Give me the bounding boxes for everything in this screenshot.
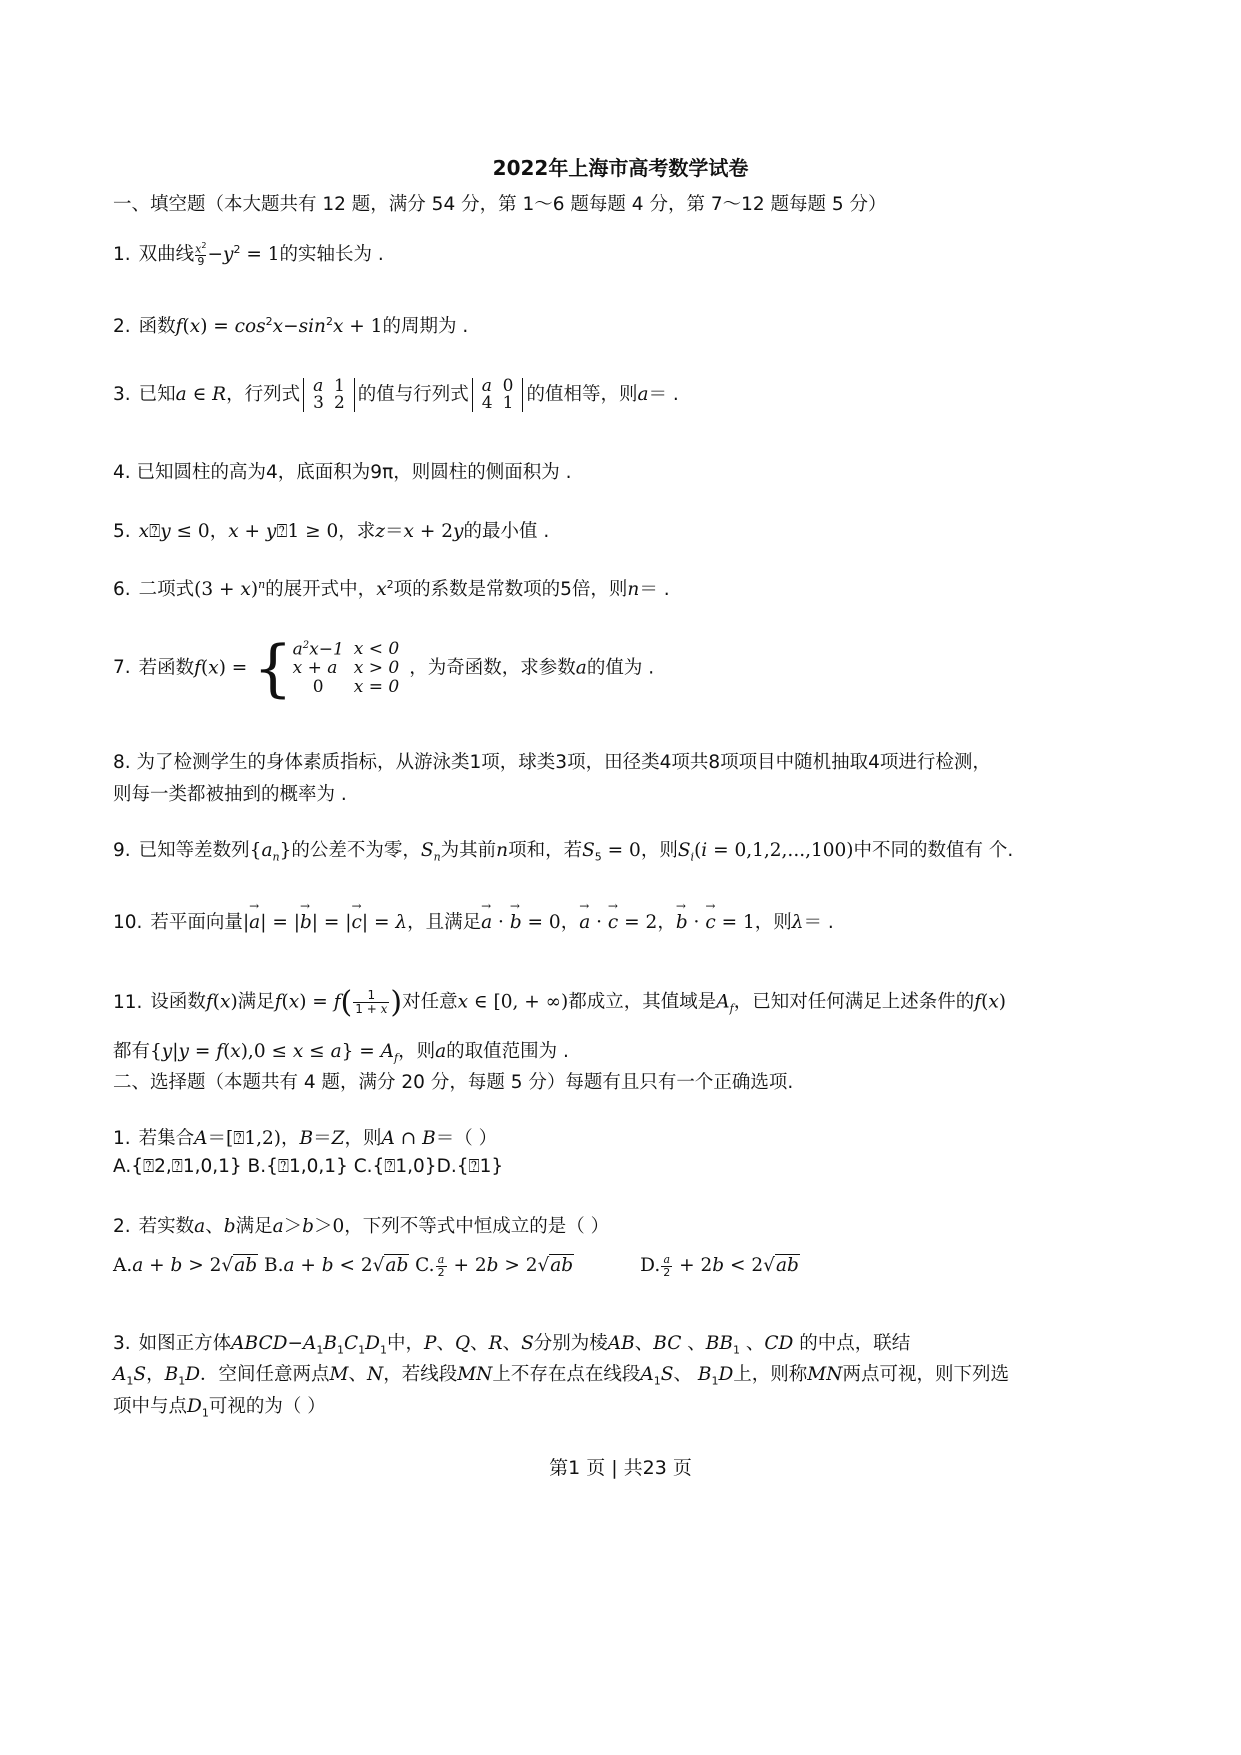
- fill-question-10: 10. 若平面向量|→ a| = |→ b| = |→ c| = λ，且满足→ a · → b = 0，→ a · → c = 2，→ b · → c = 1，则λ＝ .: [113, 908, 834, 934]
- fill-question-3: 3. 已知a ∈ R，行列式 a 1 3 2 的值与行列式 a 0 4 1 的值相等，则a＝ .: [113, 376, 679, 413]
- choice-question-3: 3. 如图正方体$ABCD-A_1B_1C_1D_1$中，P、Q、R、S分别为棱AB、BC 、$BB_1$ 、CD 的中点，联结: [113, 1333, 911, 1357]
- fill-question-7: 7. 若函数f(x) = { $a^2x-1$ x < 0 x + a x > 0 0 x = 0，为奇函数，求参数a的值为 .: [113, 631, 655, 705]
- fill-question-4: 4. 已知圆柱的高为4，底面积为9π，则圆柱的侧面积为 .: [113, 462, 572, 483]
- fill-question-9: 9. 已知等差数列$\{a_n\}$的公差不为零，$S_n$为其前n项和，若$S_5 = 0$，则$S_i(i = 0,1,2,...,100)$中不同的数值有 个.: [113, 840, 1014, 864]
- page-title: 2022年上海市高考数学试卷: [492, 156, 749, 180]
- fill-question-11: 11. 设函数f(x)满足f(x) = f( $\frac{1}{1 + x}$ )对任意x ∈ [0, + ∞)都成立，其值域是$A_f$，已知对任何满足上述条件的f(x): [113, 985, 1006, 1020]
- section-fill-heading: 一、填空题（本大题共有 12 题，满分 54 分，第 1～6 题每题 4 分，第 7～12 题每题 5 分）: [113, 194, 887, 215]
- fill-question-8-line-1: 8. 为了检测学生的身体素质指标，从游泳类1项，球类3项，田径类4项共8项项目中随机抽取4项进行检测，: [113, 752, 991, 773]
- fill-question-8-line-2: 则每一类都被抽到的概率为 .: [113, 784, 347, 805]
- section-choice-heading: 二、选择题（本题共有 4 题，满分 20 分，每题 5 分）每题有且只有一个正确选项.: [113, 1072, 794, 1093]
- choice-question-2-options: A.a + b > 2√ab B.a + b < 2√ab C. $\frac{a}{2}$ + 2b > 2√ab D. $\frac{a}{2}$ + 2b < 2√ab: [113, 1253, 799, 1279]
- choice-question-1: 1. 若集合A＝[⍰1,2)，B＝Z，则A ∩ B＝（ ）: [113, 1128, 498, 1149]
- choice-question-3-line-2: $A_1S$，$B_1D$．空间任意两点M、N，若线段MN上不存在点在线段$A_1S$、 $B_1D$上，则称MN两点可视，则下列选: [113, 1364, 1009, 1388]
- fill-question-11-line-2: 都有$\{y|y = f(x),0 \le x \le a\} = A_f$，则a的取值范围为 .: [113, 1041, 569, 1065]
- fill-question-1: 1. 双曲线 $\frac{x^2}{9}$ $-y^2 = 1$的实轴长为 .: [113, 241, 384, 269]
- fill-question-2: 2. 函数$f(x) = \cos^2x-\sin^2x + 1$的周期为 .: [113, 314, 469, 337]
- fill-question-6: 6. 二项式$(3 + x)^n$的展开式中，$x^2$项的系数是常数项的5倍，则n＝ .: [113, 577, 670, 600]
- fill-question-5: 5. x⍰y ≤ 0，x + y⍰1 ≥ 0，求z＝x + 2y的最小值 .: [113, 521, 550, 542]
- choice-question-3-line-3: 项中与点$D_1$可视的为（ ）: [113, 1396, 326, 1420]
- choice-question-1-options: A.{⍰2,⍰1,0,1} B.{⍰1,0,1} C.{⍰1,0}D.{⍰1}: [113, 1156, 504, 1177]
- choice-question-2: 2. 若实数a、b满足a＞b＞0，下列不等式中恒成立的是（ ）: [113, 1216, 610, 1237]
- page-footer: 第1 页 | 共23 页: [549, 1457, 692, 1479]
